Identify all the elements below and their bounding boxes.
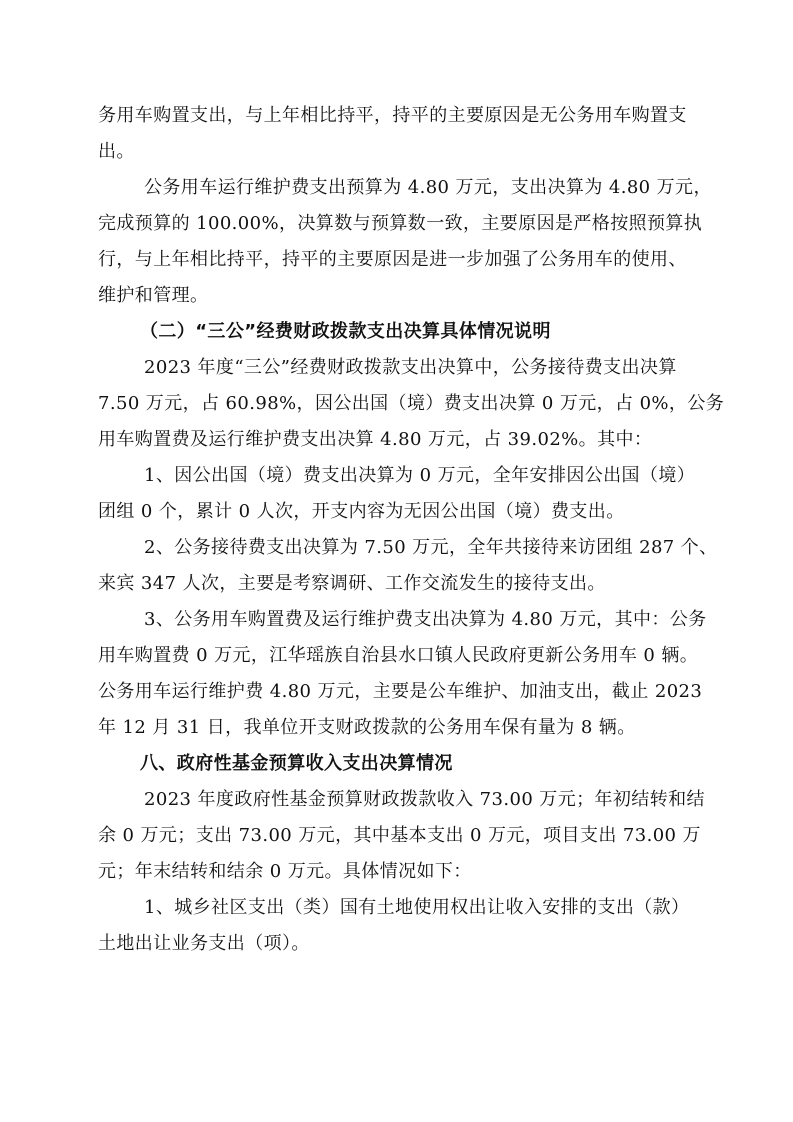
paragraph-line: 余 0 万元；支出 73.00 万元，其中基本支出 0 万元，项目支出 73.00 万: [98, 825, 701, 846]
paragraph-line: 元；年末结转和结余 0 万元。具体情况如下：: [98, 861, 472, 882]
paragraph-line: 团组 0 个，累计 0 人次，开支内容为无因公出国（境）费支出。: [98, 501, 625, 522]
paragraph-line: 1、因公出国（境）费支出决算为 0 万元，全年安排因公出国（境）: [144, 465, 696, 486]
paragraph-line: 3、公务用车购置费及运行维护费支出决算为 4.80 万元，其中：公务: [144, 609, 707, 630]
paragraph-line: 用车购置费 0 万元，江华瑶族自治县水口镇人民政府更新公务用车 0 辆。: [98, 645, 699, 666]
paragraph-line: 土地出让业务支出（项）。: [98, 933, 310, 954]
paragraph-line: 公务用车运行维护费 4.80 万元，主要是公车维护、加油支出，截止 2023: [98, 681, 703, 702]
paragraph-line: 年 12 月 31 日，我单位开支财政拨款的公务用车保有量为 8 辆。: [98, 717, 636, 738]
paragraph-line: 2023 年度政府性基金预算财政拨款收入 73.00 万元；年初结转和结: [144, 789, 705, 810]
section-heading: （二）“三公”经费财政拨款支出决算具体情况说明: [140, 321, 551, 342]
paragraph-line: 务用车购置支出，与上年相比持平，持平的主要原因是无公务用车购置支: [98, 105, 687, 126]
paragraph-line: 维护和管理。: [98, 285, 209, 306]
paragraph-line: 2、公务接待费支出决算为 7.50 万元，全年共接待来访团组 287 个、: [144, 537, 718, 558]
paragraph-line: 出。: [98, 141, 135, 162]
paragraph-line: 2023 年度“三公”经费财政拨款支出决算中，公务接待费支出决算: [144, 357, 677, 378]
paragraph-line: 完成预算的 100.00%，决算数与预算数一致，主要原因是严格按照预算执: [98, 213, 703, 234]
section-heading: 八、政府性基金预算收入支出决算情况: [140, 753, 453, 774]
paragraph-line: 来宾 347 人次，主要是考察调研、工作交流发生的接待支出。: [98, 573, 606, 594]
paragraph-line: 7.50 万元，占 60.98%，因公出国（境）费支出决算 0 万元，占 0%，公务: [98, 393, 725, 414]
paragraph-line: 行，与上年相比持平，持平的主要原因是进一步加强了公务用车的使用、: [98, 249, 687, 270]
paragraph-line: 公务用车运行维护费支出预算为 4.80 万元，支出决算为 4.80 万元，: [144, 177, 712, 198]
paragraph-line: 用车购置费及运行维护费支出决算 4.80 万元，占 39.02%。其中：: [98, 429, 653, 450]
paragraph-line: 1、城乡社区支出（类）国有土地使用权出让收入安排的支出（款）: [144, 897, 690, 918]
